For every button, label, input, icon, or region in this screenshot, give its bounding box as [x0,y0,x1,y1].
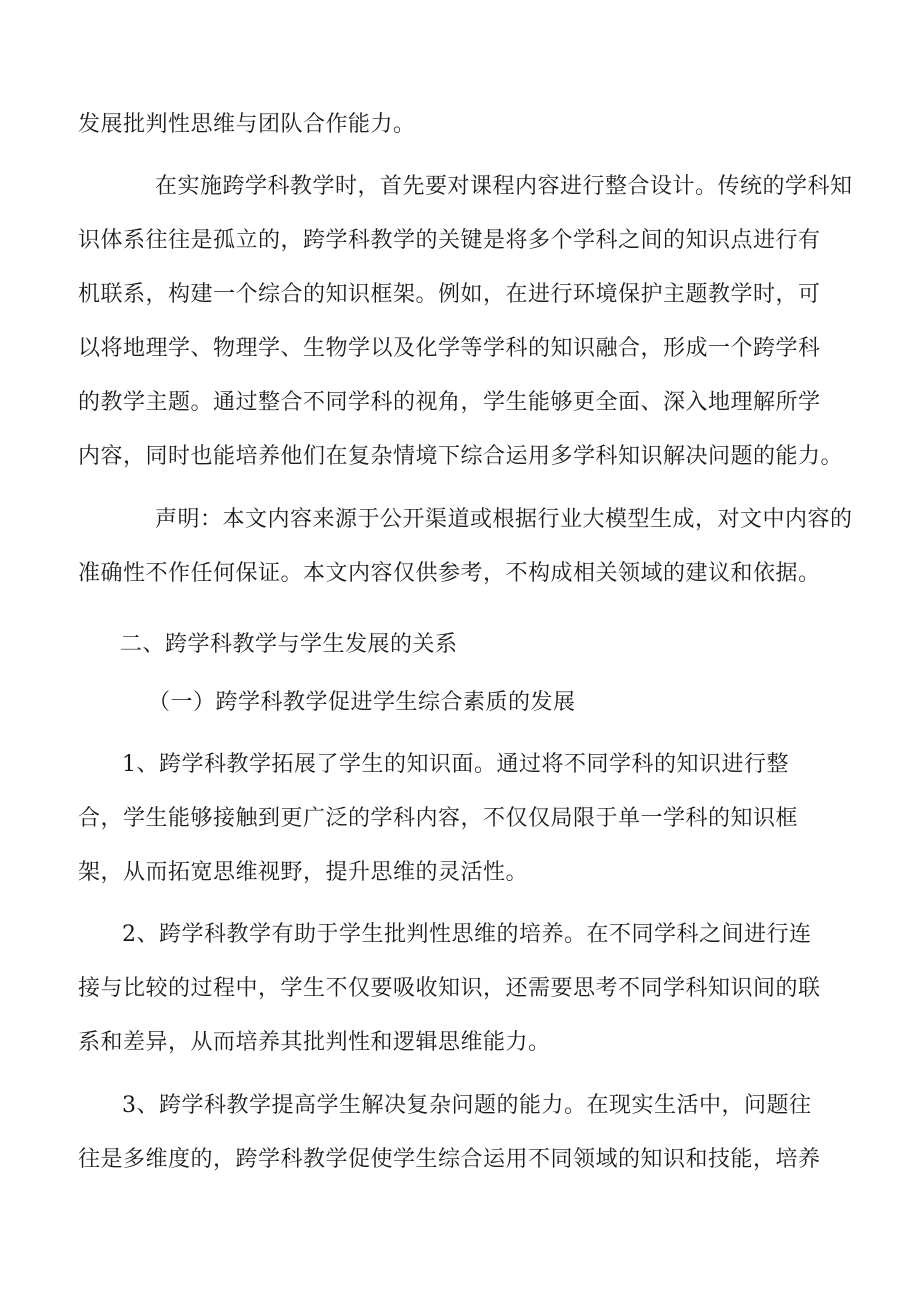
text-line: 发展批判性思维与团队合作能力。 [78,112,416,137]
subsection-heading: （一）跨学科教学促进学生综合素质的发展 [148,690,576,715]
section-heading: 二、跨学科教学与学生发展的关系 [120,632,458,657]
text-line: 识体系往往是孤立的，跨学科教学的关键是将多个学科之间的知识点进行有 [78,228,821,253]
text-line: 内容，同时也能培养他们在复杂情境下综合运用多学科知识解决问题的能力。 [78,444,844,469]
text-line: 合，学生能够接触到更广泛的学科内容，不仅仅局限于单一学科的知识框 [78,806,799,831]
text-line: 系和差异，从而培养其批判性和逻辑思维能力。 [78,1030,551,1055]
text-line: 以将地理学、物理学、生物学以及化学等学科的知识融合，形成一个跨学科 [78,336,821,361]
text-line: 声明：本文内容来源于公开渠道或根据行业大模型生成，对文中内容的 [155,507,853,532]
text-line: 3、跨学科教学提高学生解决复杂问题的能力。在现实生活中，问题往 [122,1093,812,1118]
text-line: 往是多维度的，跨学科教学促使学生综合运用不同领域的知识和技能，培养 [78,1147,821,1172]
text-line: 2、跨学科教学有助于学生批判性思维的培养。在不同学科之间进行连 [122,922,812,947]
text-line: 1、跨学科教学拓展了学生的知识面。通过将不同学科的知识进行整 [122,752,789,777]
text-line: 机联系，构建一个综合的知识框架。例如，在进行环境保护主题教学时，可 [78,282,821,307]
text-line: 在实施跨学科教学时，首先要对课程内容进行整合设计。传统的学科知 [155,174,853,199]
text-line: 架，从而拓宽思维视野，提升思维的灵活性。 [78,860,529,885]
text-line: 的教学主题。通过整合不同学科的视角，学生能够更全面、深入地理解所学 [78,390,821,415]
text-line: 接与比较的过程中，学生不仅要吸收知识，还需要思考不同学科知识间的联 [78,976,821,1001]
text-line: 准确性不作任何保证。本文内容仅供参考，不构成相关领域的建议和依据。 [78,561,821,586]
